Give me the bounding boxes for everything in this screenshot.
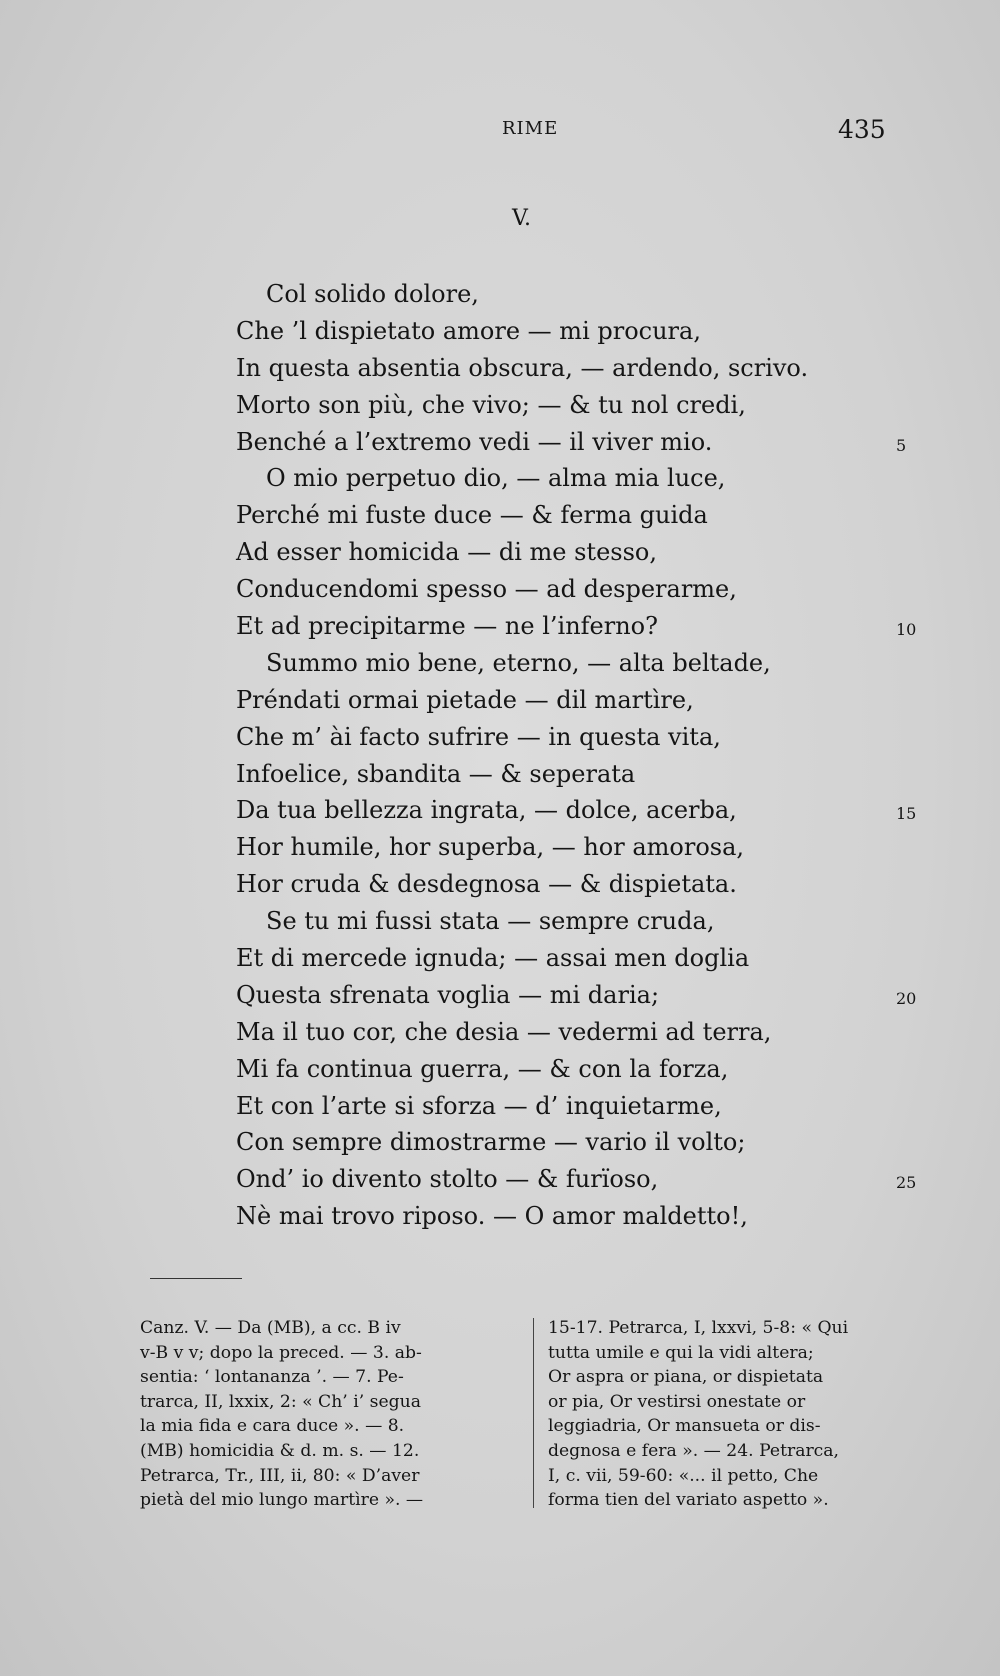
poem-line — [236, 350, 876, 387]
poem-line-text: Benché a l’extremo vedi — il viver mio. — [236, 427, 713, 456]
line-number: 20 — [896, 988, 917, 1008]
poem-line-text: Hor cruda & desdegnosa — & dispietata. — [236, 870, 737, 899]
poem-line — [236, 940, 876, 977]
poem-line-text: Conducendomi spesso — ad desperarme, — [236, 575, 737, 604]
poem-line-text: Ma il tuo cor, che desia — vedermi ad terra, — [236, 1017, 772, 1046]
poem-line — [236, 424, 907, 461]
poem-line-text: Préndati ormai pietade — dil martìre, — [236, 685, 694, 714]
poem-line — [236, 682, 876, 719]
poem-line — [236, 977, 917, 1014]
footnote-line: tutta umile e qui la vidi altera; — [548, 1342, 814, 1363]
footnote-line: Canz. V. — Da (MB), a cc. B iv — [140, 1318, 401, 1338]
footnote-line: sentia: ‘ lontananza ’. — 7. Pe- — [140, 1367, 404, 1388]
poem-line — [236, 1124, 876, 1161]
poem-line — [236, 387, 876, 424]
poem-line-text: Se tu mi fussi stata — sempre cruda, — [266, 907, 715, 936]
poem-line-text: Hor humile, hor superba, — hor amorosa, — [236, 833, 745, 862]
poem-line — [236, 645, 876, 682]
line-number: 10 — [896, 620, 917, 640]
poem-line-text: Morto son più, che vivo; — & tu nol credi, — [236, 390, 746, 419]
poem-line-text: Ond’ io divento stolto — & furïoso, — [236, 1165, 659, 1194]
poem-line-text: Summo mio bene, eterno, — alta beltade, — [266, 648, 771, 677]
poem-line — [236, 497, 876, 534]
running-title: RIME — [502, 118, 559, 139]
poem-line — [236, 460, 876, 497]
poem-line — [236, 571, 876, 608]
poem-line — [236, 534, 876, 571]
poem-line — [236, 792, 917, 829]
poem-line — [236, 276, 876, 313]
line-number: 25 — [896, 1173, 917, 1193]
poem-line-text: Mi fa continua guerra, — & con la forza, — [236, 1054, 729, 1083]
poem-line — [236, 1161, 917, 1198]
footnote-line: or pia, Or vestirsi onestate or — [548, 1391, 806, 1412]
poem-number: V. — [512, 206, 532, 231]
page-number: 435 — [838, 115, 886, 144]
footnote-line: degnosa e fera ». — 24. Petrarca, — [548, 1440, 839, 1461]
poem-line-text: Che ’l dispietato amore — mi procura, — [236, 316, 701, 345]
footnote-line: (MB) homicidia & d. m. s. — 12. — [140, 1440, 420, 1461]
poem-line-text: Et ad precipitarme — ne l’inferno? — [236, 612, 658, 641]
line-number: 15 — [896, 804, 917, 824]
poem-line-text: Et di mercede ignuda; — assai men doglia — [236, 944, 750, 973]
footnote-column-left — [140, 1316, 520, 1513]
footnote-line: trarca, II, lxxix, 2: « Ch’ i’ segua — [140, 1391, 421, 1412]
poem-line-text: Ad esser homicida — di me stesso, — [236, 538, 657, 567]
poem-line-text: Col solido dolore, — [266, 280, 479, 308]
poem-line — [236, 1051, 876, 1088]
poem-body — [236, 276, 917, 1235]
footnote-line: pietà del mio lungo martìre ». — — [140, 1490, 424, 1511]
poem-line — [236, 1088, 876, 1125]
poem-line-text: In questa absentia obscura, — ardendo, scrivo. — [236, 353, 809, 382]
footnote-line: I, c. vii, 59-60: «... il petto, Che — [548, 1465, 819, 1486]
poem-line-text: Perché mi fuste duce — & ferma guida — [236, 501, 708, 530]
footnote-line: leggiadria, Or mansueta or dis- — [548, 1416, 821, 1437]
poem-line — [236, 756, 876, 793]
poem-line-text: Et con l’arte si sforza — d’ inquietarme, — [236, 1091, 722, 1120]
footnote-line: la mia fida e cara duce ». — 8. — [140, 1416, 405, 1437]
poem-line-text: Questa sfrenata voglia — mi daria; — [236, 980, 660, 1009]
poem-line-text: Infoelice, sbandita — & seperata — [236, 759, 636, 788]
poem-line — [236, 829, 876, 866]
footnote-rule — [150, 1278, 242, 1279]
poem-line-text: Che m’ ài facto sufrire — in questa vita, — [236, 722, 721, 751]
column-divider — [533, 1318, 534, 1508]
poem-line — [236, 866, 876, 903]
footnote-column-right — [548, 1316, 920, 1513]
poem-line — [236, 313, 876, 350]
poem-line — [236, 1198, 876, 1235]
page-header — [0, 115, 1000, 158]
poem-line — [236, 1014, 876, 1051]
poem-line-text: O mio perpetuo dio, — alma mia luce, — [266, 464, 726, 493]
poem-line-text: Con sempre dimostrarme — vario il volto; — [236, 1128, 746, 1157]
footnote-line: v-B v v; dopo la preced. — 3. ab- — [140, 1342, 422, 1363]
poem-line — [236, 719, 876, 756]
footnote-line: Petrarca, Tr., III, ii, 80: « D’aver — [140, 1465, 420, 1486]
poem-line — [236, 608, 917, 645]
footnote-line: forma tien del variato aspetto ». — [548, 1490, 829, 1511]
poem-line-text: Da tua bellezza ingrata, — dolce, acerba, — [236, 796, 737, 825]
footnote-line: 15-17. Petrarca, I, lxxvi, 5-8: « Qui — [548, 1318, 849, 1338]
poem-line — [236, 903, 876, 940]
poem-line-text: Nè mai trovo riposo. — O amor maldetto!, — [236, 1202, 748, 1231]
line-number: 5 — [896, 435, 907, 455]
footnote-line: Or aspra or piana, or dispietata — [548, 1367, 824, 1388]
